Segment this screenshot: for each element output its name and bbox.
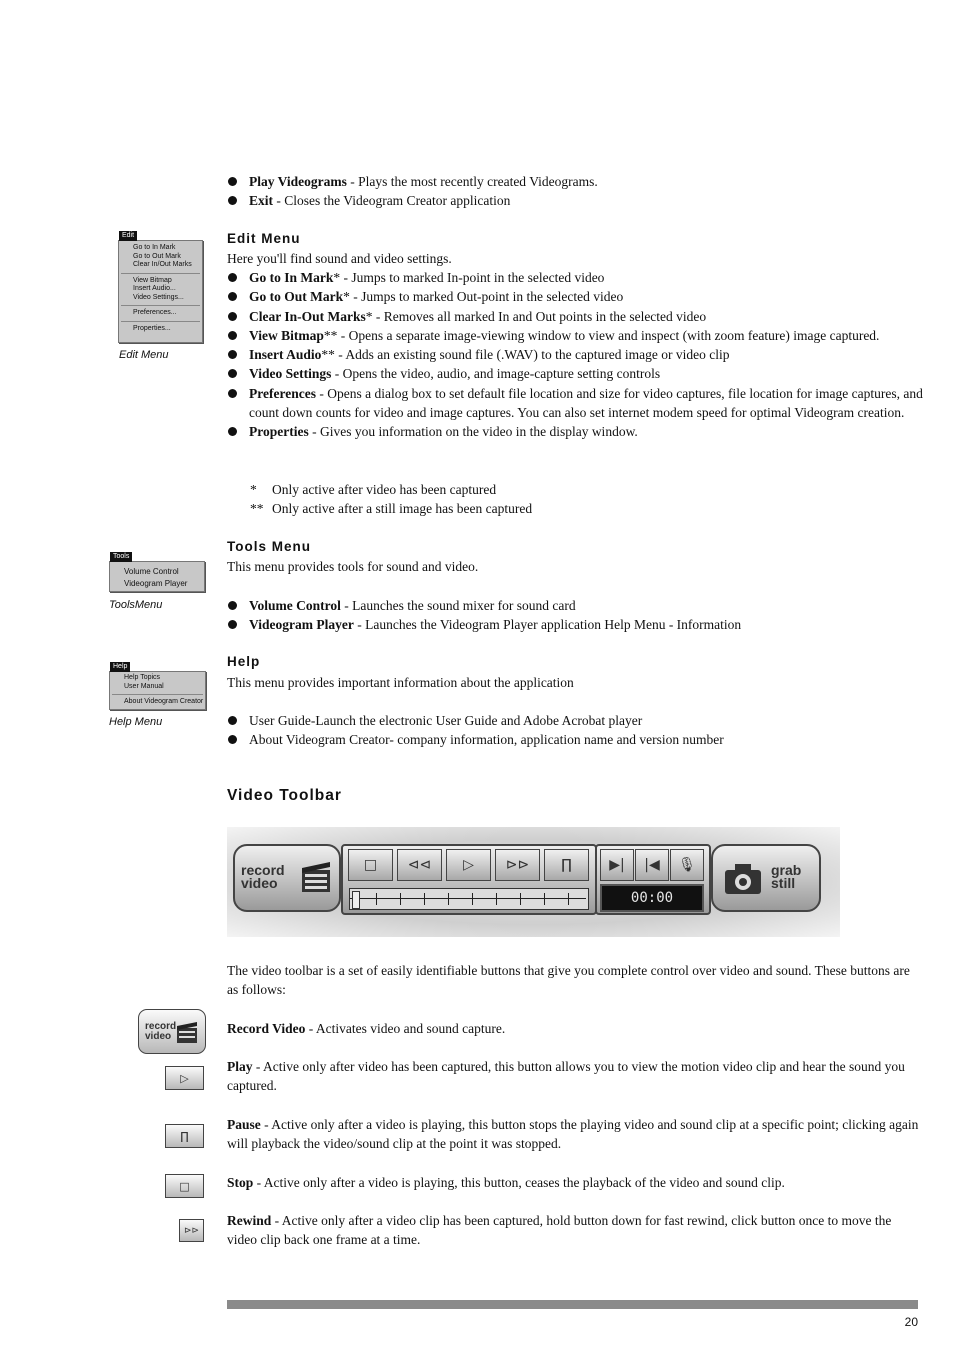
edit-menu-thumbnail	[118, 232, 203, 343]
footnote: * Only active after video has been captured	[250, 482, 497, 497]
list-item: Exit - Closes the Videogram Creator application	[227, 191, 927, 210]
edit-menu-heading: Edit Menu	[227, 231, 301, 246]
edit-menu-intro: Here you'll find sound and video settings.	[227, 251, 452, 266]
pause-icon: ∏	[180, 1129, 189, 1143]
menu-item: Go to Out Mark	[133, 252, 181, 260]
list-item: Volume Control - Launches the sound mixer for sound card	[227, 596, 927, 615]
grab-still-button[interactable]	[711, 844, 821, 912]
stop-button[interactable]	[348, 849, 393, 881]
help-menu-thumb-title: Help	[110, 662, 130, 672]
list-item: Properties - Gives you information on the video in the display window.	[227, 422, 927, 441]
slider-handle[interactable]	[352, 891, 360, 909]
help-menu-thumbnail	[109, 663, 206, 710]
mark-out-icon: |◀	[644, 857, 660, 873]
menu-item: Properties...	[133, 324, 171, 332]
tools-menu-thumb-title: Tools	[110, 552, 132, 562]
play-icon: ▷	[180, 1071, 189, 1085]
list-item: User Guide-Launch the electronic User Guide and Adobe Acrobat player	[227, 711, 927, 730]
edit-menu-caption: Edit Menu	[119, 349, 169, 361]
playback-panel	[341, 844, 597, 915]
list-item: Preferences - Opens a dialog box to set default file location and size for video captures, file location for image captures, and count down counts for video and image captures. You can also set internet modem speed for optimal Videogram creation.	[227, 384, 927, 423]
play-button[interactable]	[446, 849, 491, 881]
tools-menu-bullets	[227, 596, 927, 635]
mark-out-button[interactable]	[635, 849, 669, 881]
stop-icon: □	[179, 1179, 190, 1193]
help-intro: This menu provides important information about the application	[227, 675, 574, 690]
fast-forward-icon: ⊳⊳	[505, 857, 530, 873]
play-icon-small	[165, 1066, 204, 1090]
rewind-description: Rewind - Active only after a video clip has been captured, hold button down for fast rewind, click button once to move the video clip back one frame at a time.	[227, 1213, 892, 1248]
menu-item: About Videogram Creator	[124, 698, 204, 705]
menu-item: Video Settings...	[133, 293, 184, 301]
mark-panel	[595, 844, 711, 915]
list-item: Video Settings - Opens the video, audio, and image-capture setting controls	[227, 364, 927, 383]
edit-menu-thumb-title: Edit	[119, 231, 137, 241]
tools-menu-caption: ToolsMenu	[109, 599, 163, 611]
menu-item: Volume Control	[124, 567, 179, 576]
list-item: Insert Audio** - Adds an existing sound file (.WAV) to the captured image or video clip	[227, 345, 927, 364]
record-video-button[interactable]	[233, 844, 341, 912]
help-bullets	[227, 711, 927, 750]
tools-menu-intro: This menu provides tools for sound and video.	[227, 559, 479, 574]
record-video-icon-small	[138, 1009, 206, 1054]
mark-in-button[interactable]	[600, 849, 634, 881]
clapperboard-icon	[299, 858, 333, 896]
stop-description: Stop - Active only after a video is playing, this button, ceases the playback of the video and sound clip.	[227, 1175, 785, 1190]
edit-menu-bullets	[227, 268, 927, 442]
pause-description: Pause - Active only after a video is playing, this button stops the playing video and sound clip at a specific point; clicking again will playback the video/sound clip at the point it was stopped.	[227, 1117, 919, 1152]
time-display: 00:00	[600, 884, 704, 912]
edit-menu-notes	[250, 480, 850, 519]
video-toolbar-image	[227, 827, 840, 937]
clapperboard-icon	[175, 1019, 199, 1045]
file-menu-bullets	[227, 172, 927, 211]
tools-menu-heading: Tools Menu	[227, 539, 311, 554]
list-item: Videogram Player - Launches the Videogram Player application Help Menu - Information	[227, 615, 927, 634]
menu-item: Go to In Mark	[133, 244, 176, 251]
help-heading: Help	[227, 654, 261, 669]
record-video-small-label: record video	[145, 1020, 177, 1042]
record-video-label: record video	[241, 862, 285, 891]
footer-rule	[227, 1300, 918, 1309]
record-video-description: Record Video - Activates video and sound capture.	[227, 1021, 506, 1036]
menu-item: User Manual	[124, 682, 164, 690]
rewind-icon-small	[179, 1219, 204, 1242]
list-item: View Bitmap** - Opens a separate image-viewing window to view and inspect (with zoom feature) image captured.	[227, 326, 927, 345]
stop-icon-small	[165, 1174, 204, 1198]
menu-item: Clear In/Out Marks	[133, 261, 192, 268]
audio-button[interactable]	[670, 849, 704, 881]
stop-icon: □	[363, 857, 378, 873]
rewind-button[interactable]	[397, 849, 442, 881]
list-item: Go to In Mark* - Jumps to marked In-point in the selected video	[227, 268, 927, 287]
menu-separator	[121, 273, 200, 274]
grab-still-label: grab still	[771, 862, 802, 891]
menu-separator	[121, 321, 200, 322]
position-slider[interactable]	[349, 888, 589, 910]
list-item: Go to Out Mark* - Jumps to marked Out-point in the selected video	[227, 287, 927, 306]
camera-icon	[721, 858, 765, 898]
help-menu-caption: Help Menu	[109, 716, 163, 728]
microphone-icon: 🎙	[678, 857, 696, 873]
toolbar-description: The video toolbar is a set of easily identifiable buttons that give you complete control over video and sound. These buttons are as follows:	[227, 963, 910, 998]
footnote: ** Only active after a still image has been captured	[250, 501, 533, 517]
play-icon: ▷	[463, 857, 474, 873]
list-item: About Videogram Creator- company information, application name and version number	[227, 730, 927, 749]
rewind-icon: ⊳⊳	[183, 1225, 200, 1236]
page-number: 20	[904, 1315, 918, 1329]
rewind-icon: ⊲⊲	[407, 857, 432, 873]
menu-item: Help Topics	[124, 674, 161, 681]
fast-forward-button[interactable]	[495, 849, 540, 881]
pause-button[interactable]	[544, 849, 589, 881]
menu-item: Videogram Player	[124, 579, 188, 588]
list-item: Clear In-Out Marks* - Removes all marked In and Out points in the selected video	[227, 307, 927, 326]
pause-icon-small	[165, 1124, 204, 1148]
tools-menu-thumbnail	[109, 553, 205, 592]
video-toolbar-heading: Video Toolbar	[227, 787, 342, 804]
menu-separator	[112, 694, 203, 695]
pause-icon: ∏	[561, 857, 572, 873]
mark-in-icon: ▶|	[609, 857, 625, 873]
menu-item: Preferences...	[133, 309, 177, 316]
list-item: Play Videograms - Plays the most recently created Videograms.	[227, 172, 927, 191]
menu-separator	[121, 305, 200, 306]
play-description: Play - Active only after video has been captured, this button allows you to view the motion video clip and hear the sound you captured.	[227, 1059, 905, 1094]
menu-item: View Bitmap	[133, 276, 172, 284]
menu-item: Insert Audio...	[133, 285, 176, 292]
